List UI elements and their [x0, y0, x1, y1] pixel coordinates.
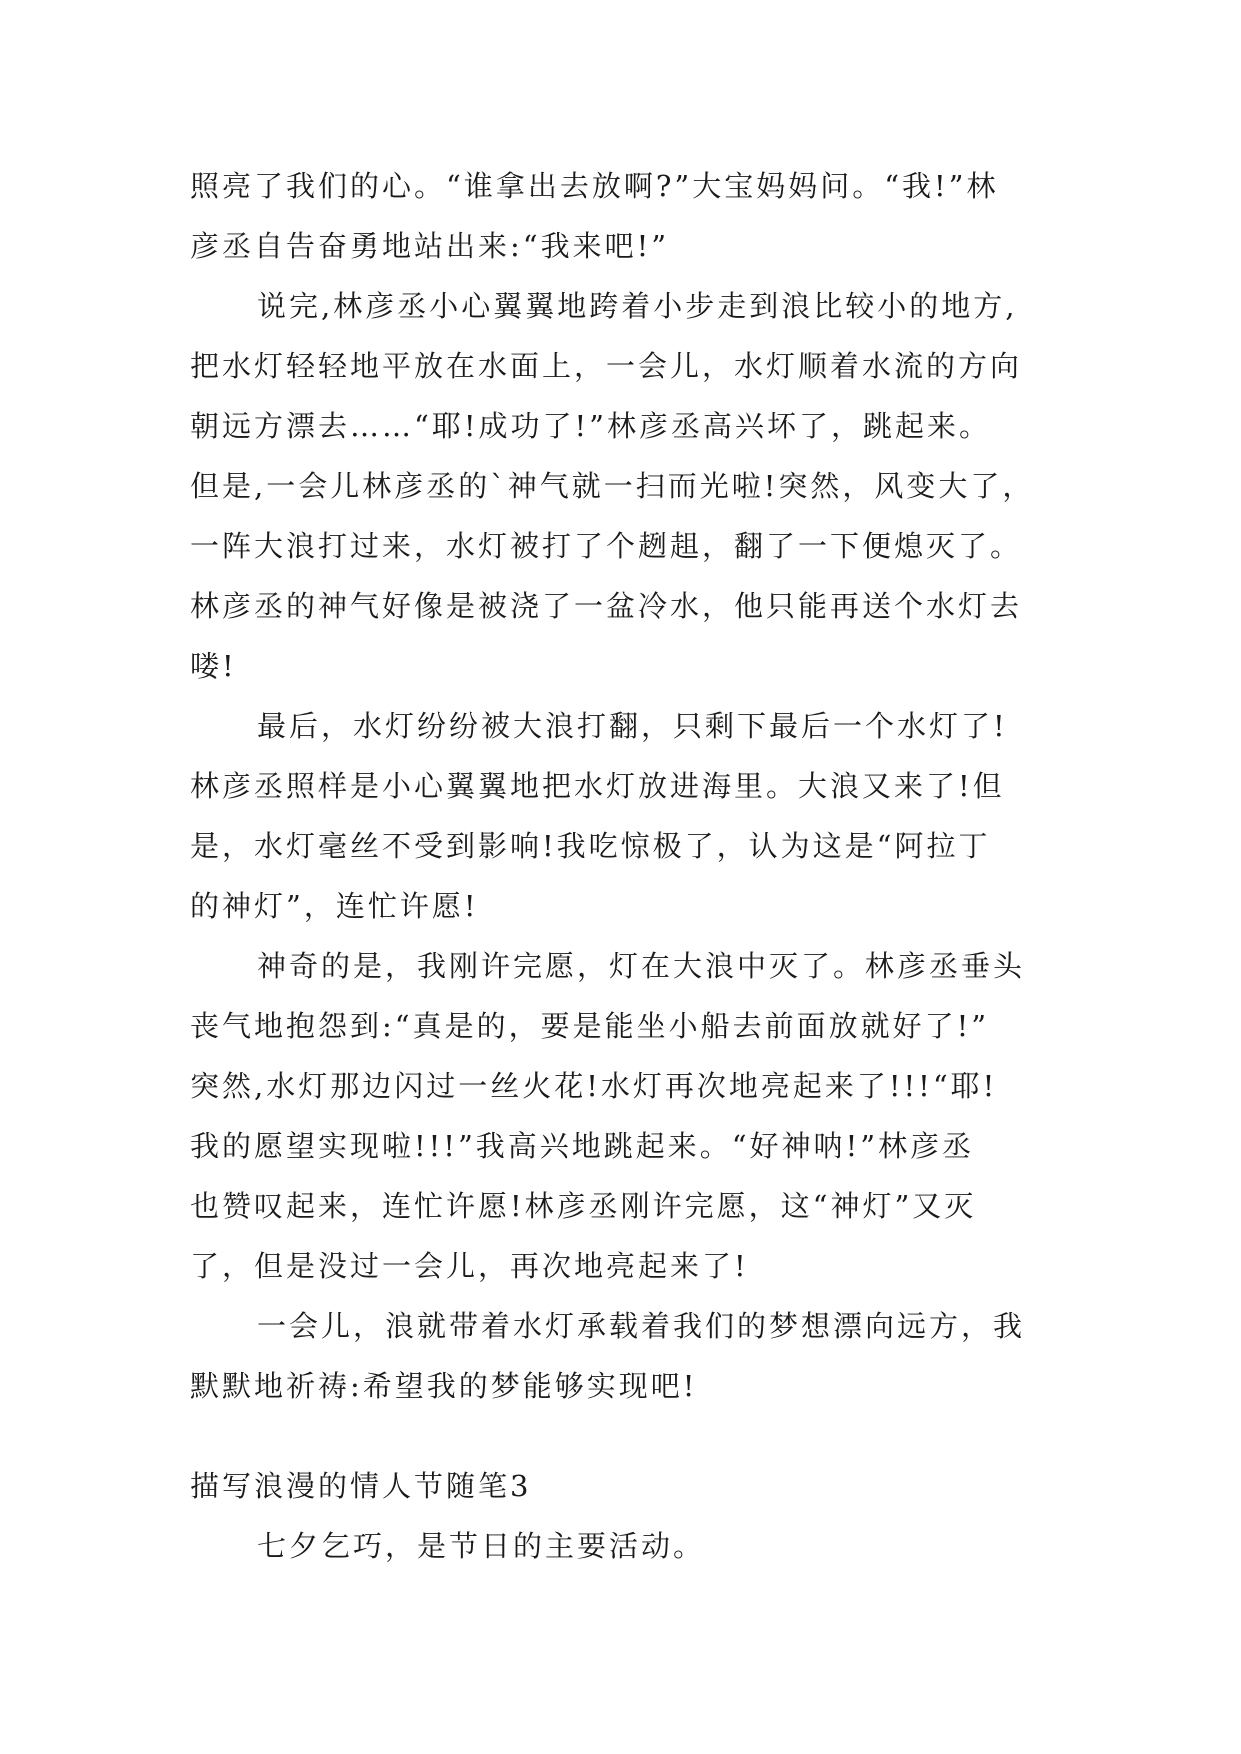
text-line: 朝远方漂去……“耶!成功了!”林彦丞高兴坏了，跳起来。 — [190, 409, 991, 443]
text-line: 最后，水灯纷纷被大浪打翻，只剩下最后一个水灯了! — [257, 709, 1008, 743]
text-line: 把水灯轻轻地平放在水面上，一会儿，水灯顺着水流的方向 — [190, 349, 1023, 383]
text-line: 丧气地抱怨到:“真是的，要是能坐小船去前面放就好了!” — [190, 1009, 990, 1043]
section-heading: 描写浪漫的情人节随笔3 — [190, 1469, 532, 1503]
text-line: 林彦丞照样是小心翼翼地把水灯放进海里。大浪又来了!但 — [190, 769, 1005, 803]
text-line: 但是,一会儿林彦丞的`神气就一扫而光啦!突然，风变大了， — [190, 469, 1035, 503]
text-line: 了，但是没过一会儿，再次地亮起来了! — [190, 1249, 749, 1283]
text-line: 说完,林彦丞小心翼翼地跨着小步走到浪比较小的地方, — [257, 289, 1018, 323]
text-line: 林彦丞的神气好像是被浇了一盆冷水，他只能再送个水灯去 — [190, 589, 1023, 623]
text-line: 我的愿望实现啦!!!”我高兴地跳起来。“好神呐!”林彦丞 — [190, 1129, 975, 1163]
text-line: 默默地祈祷:希望我的梦能够实现吧! — [190, 1369, 698, 1403]
text-line: 是，水灯毫丝不受到影响!我吃惊极了，认为这是“阿拉丁 — [190, 829, 991, 863]
text-line: 一会儿，浪就带着水灯承载着我们的梦想漂向远方，我 — [257, 1309, 1026, 1343]
text-line: 突然,水灯那边闪过一丝火花!水灯再次地亮起来了!!!“耶! — [190, 1069, 998, 1103]
text-line: 神奇的是，我刚许完愿，灯在大浪中灭了。林彦丞垂头 — [257, 949, 1026, 983]
text-line: 也赞叹起来，连忙许愿!林彦丞刚许完愿，这“神灯”又灭 — [190, 1189, 977, 1223]
text-line: 七夕乞巧，是节日的主要活动。 — [257, 1529, 706, 1563]
text-line: 照亮了我们的心。“谁拿出去放啊?”大宝妈妈问。“我!”林 — [190, 169, 999, 203]
text-line: 喽! — [190, 649, 237, 683]
text-line: 彦丞自告奋勇地站出来:“我来吧!” — [190, 229, 670, 263]
text-line: 的神灯”，连忙许愿! — [190, 889, 479, 923]
text-line: 一阵大浪打过来，水灯被打了个趔趄，翻了一下便熄灭了。 — [190, 529, 1023, 563]
